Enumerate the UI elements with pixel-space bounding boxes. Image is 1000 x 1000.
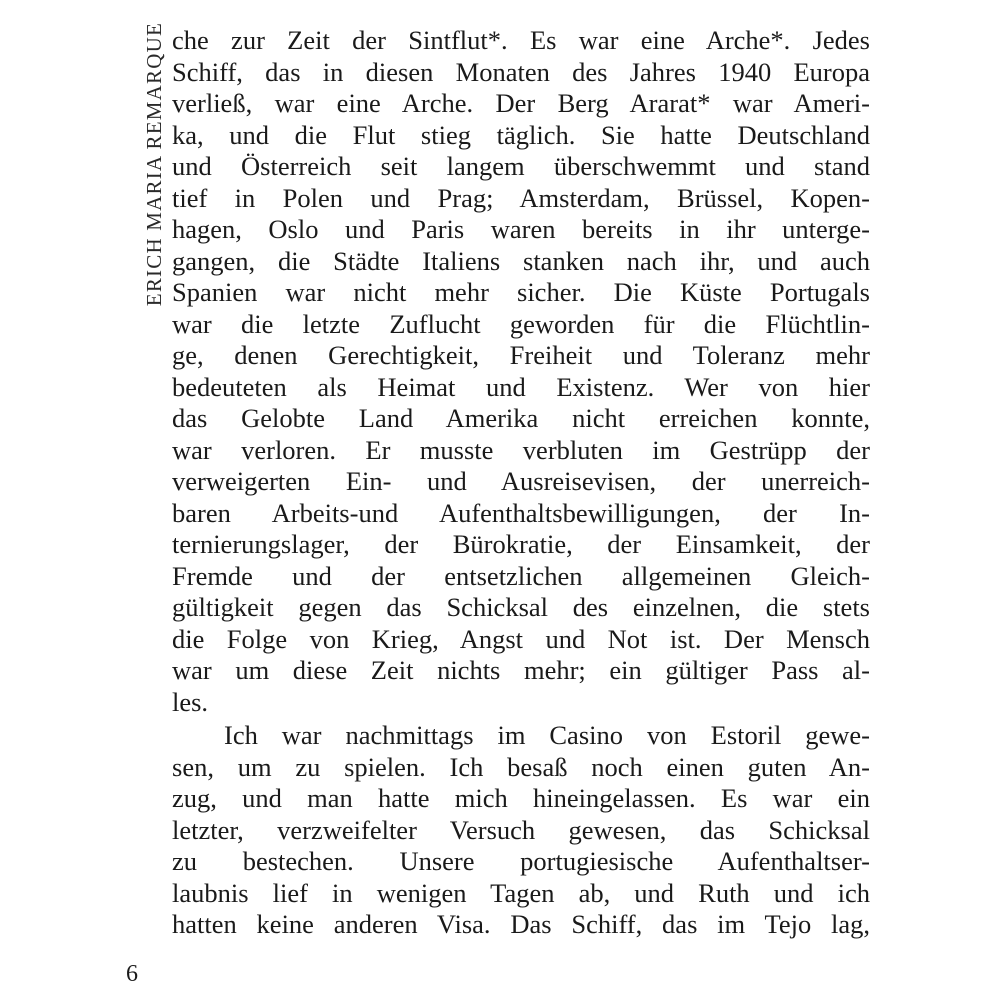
- text-line: tief in Polen und Prag; Amsterdam, Brüssel, Kopen-: [172, 182, 870, 213]
- text-line: ka, und die Flut stieg täglich. Sie hatte Deutschland: [172, 119, 870, 150]
- running-head-author: ERICH MARIA REMARQUE: [142, 22, 166, 307]
- text-line: zu bestechen. Unsere portugiesische Aufenthaltser-: [172, 846, 870, 876]
- text-line: hagen, Oslo und Paris waren bereits in ihr unterge-: [172, 214, 870, 244]
- text-line: Fremde und der entsetzlichen allgemeinen Gleich-: [172, 560, 870, 591]
- text-line: war die letzte Zuflucht geworden für die Flüchtlin-: [172, 308, 870, 339]
- paragraph: [172, 720, 870, 941]
- text-line: war um diese Zeit nichts mehr; ein gültiger Pass al-: [172, 655, 870, 685]
- text-line: verließ, war eine Arche. Der Berg Ararat* war Ameri-: [172, 88, 870, 118]
- text-line: und Österreich seit langem überschwemmt und stand: [172, 151, 870, 181]
- text-line: bedeuteten als Heimat und Existenz. Wer von hier: [172, 371, 870, 402]
- page-number: 6: [126, 961, 138, 987]
- text-line: verweigerten Ein- und Ausreisevisen, der unerreich-: [172, 466, 870, 496]
- paragraph: [172, 25, 870, 718]
- body-text: [172, 25, 870, 941]
- text-line: ternierungslager, der Bürokratie, der Einsamkeit, der: [172, 529, 870, 559]
- text-line: sen, um zu spielen. Ich besaß noch einen guten An-: [172, 751, 870, 782]
- text-line: war verloren. Er musste verbluten im Gestrüpp der: [172, 434, 870, 465]
- text-line: Schiff, das in diesen Monaten des Jahres 1940 Europa: [172, 56, 870, 87]
- text-line: les.: [172, 686, 209, 717]
- text-line: zug, und man hatte mich hineingelassen. Es war ein: [172, 783, 870, 813]
- text-line: gangen, die Städte Italiens stanken nach ihr, und auch: [172, 245, 870, 276]
- text-line: baren Arbeits-und Aufenthaltsbewilligungen, der In-: [172, 497, 870, 528]
- text-line: che zur Zeit der Sintflut*. Es war eine Arche*. Jedes: [172, 25, 870, 55]
- text-line: gültigkeit gegen das Schicksal des einzelnen, die stets: [172, 592, 870, 622]
- text-line: hatten keine anderen Visa. Das Schiff, das im Tejo lag,: [172, 909, 870, 939]
- text-line: Ich war nachmittags im Casino von Estoril gewe-: [224, 720, 870, 750]
- text-line: letzter, verzweifelter Versuch gewesen, das Schicksal: [172, 814, 870, 845]
- text-line: laubnis lief in wenigen Tagen ab, und Ruth und ich: [172, 877, 870, 908]
- text-line: Spanien war nicht mehr sicher. Die Küste Portugals: [172, 277, 870, 307]
- text-line: die Folge von Krieg, Angst und Not ist. Der Mensch: [172, 623, 870, 654]
- text-line: das Gelobte Land Amerika nicht erreichen konnte,: [172, 403, 870, 433]
- text-line: ge, denen Gerechtigkeit, Freiheit und Toleranz mehr: [172, 340, 870, 370]
